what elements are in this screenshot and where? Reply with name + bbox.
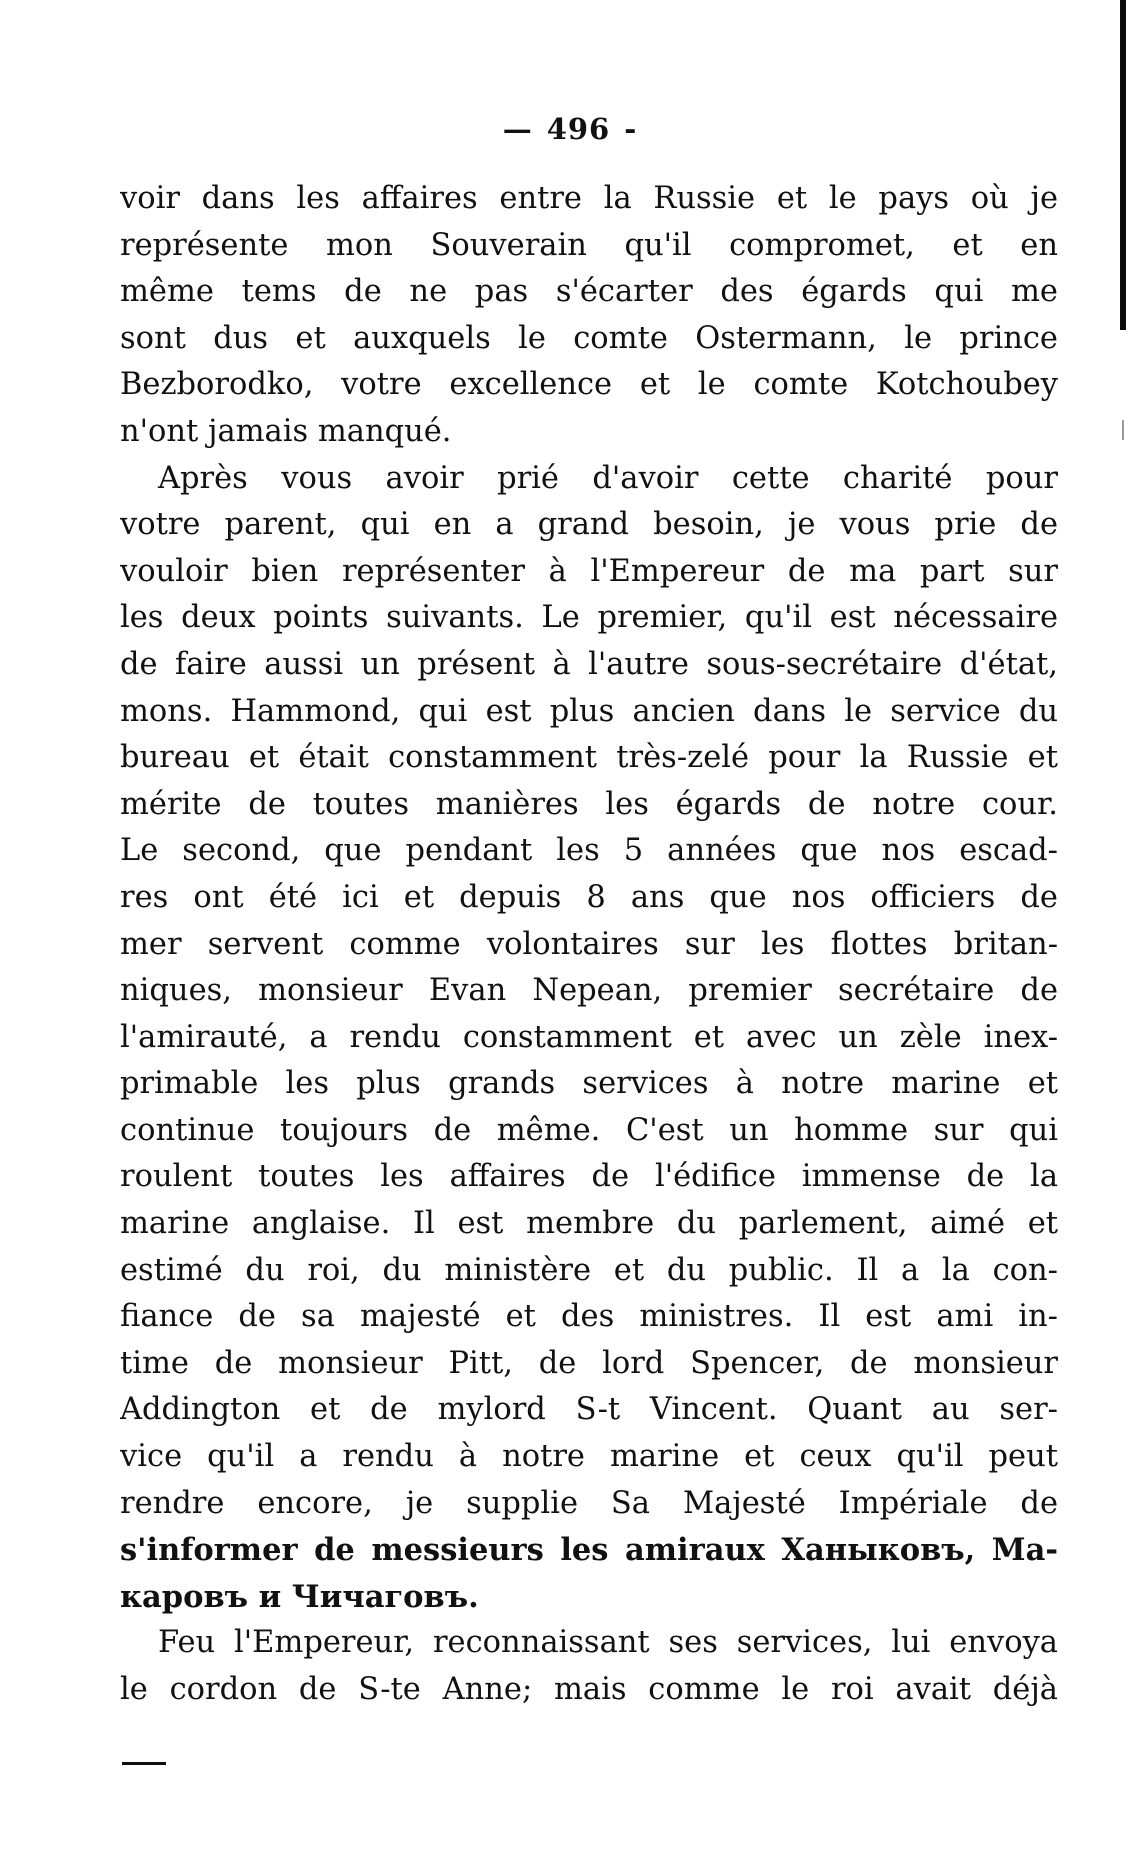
text-line: l'amirauté, a rendu constamment et avec un zèle inex-: [120, 1019, 1058, 1055]
text-line: каровъ и Чичаговъ.: [120, 1578, 479, 1615]
body-text: [120, 176, 1058, 1714]
text-line: représente mon Souverain qu'il compromet, et en: [120, 227, 1058, 263]
text-line: même tems de ne pas s'écarter des égards qui me: [120, 274, 1058, 310]
scan-edge-bar: [1120, 0, 1126, 330]
text-line: Après vous avoir prié d'avoir cette charité pour: [158, 460, 1058, 496]
text-line: n'ont jamais manqué.: [120, 413, 452, 449]
scan-edge-tick: [1122, 420, 1124, 440]
text-line: rendre encore, je supplie Sa Majesté Impériale de: [120, 1485, 1058, 1521]
text-line: fiance de sa majesté et des ministres. Il est ami in-: [120, 1299, 1058, 1335]
text-line: niques, monsieur Evan Nepean, premier secrétaire de: [120, 973, 1058, 1009]
text-line: Feu l'Empereur, reconnaissant ses services, lui envoya: [158, 1625, 1058, 1661]
page-number-dash-right: -: [624, 112, 638, 146]
text-line: time de monsieur Pitt, de lord Spencer, de monsieur: [120, 1345, 1058, 1381]
text-line: roulent toutes les affaires de l'édifice immense de la: [120, 1159, 1058, 1195]
text-line: Bezborodko, votre excellence et le comte Kotchoubey: [120, 367, 1058, 403]
text-line: continue toujours de même. C'est un homme sur qui: [120, 1112, 1058, 1148]
text-line: marine anglaise. Il est membre du parlement, aimé et: [120, 1206, 1058, 1242]
text-line: estimé du roi, du ministère et du public. Il a la con-: [120, 1252, 1058, 1288]
text-line: mérite de toutes manières les égards de notre cour.: [120, 786, 1058, 822]
text-line: vice qu'il a rendu à notre marine et ceux qu'il peut: [120, 1439, 1058, 1475]
text-line: Addington et de mylord S-t Vincent. Quant au ser-: [120, 1392, 1058, 1428]
text-line: vouloir bien représenter à l'Empereur de ma part sur: [120, 553, 1058, 589]
text-line: mer servent comme volontaires sur les flottes britan-: [120, 926, 1058, 962]
text-line: les deux points suivants. Le premier, qu'il est nécessaire: [120, 600, 1058, 636]
text-line: s'informer de messieurs les amiraux Ханыковъ, Ма-: [120, 1532, 1058, 1569]
text-line: le cordon de S-te Anne; mais comme le roi avait déjà: [120, 1672, 1058, 1707]
page-header: [0, 112, 1140, 146]
page-number-dash-left: —: [502, 112, 533, 146]
text-line: bureau et était constamment très-zelé pour la Russie et: [120, 740, 1058, 776]
text-line: res ont été ici et depuis 8 ans que nos officiers de: [120, 879, 1058, 915]
page-number: 496: [546, 112, 611, 146]
text-line: de faire aussi un présent à l'autre sous-secrétaire d'état,: [120, 646, 1058, 682]
footer-rule: [122, 1762, 166, 1765]
text-line: votre parent, qui en a grand besoin, je vous prie de: [120, 507, 1058, 543]
text-line: primable les plus grands services à notre marine et: [120, 1066, 1058, 1102]
text-line: voir dans les affaires entre la Russie et le pays où je: [120, 181, 1058, 216]
text-line: sont dus et auxquels le comte Ostermann, le prince: [120, 320, 1058, 356]
text-line: Le second, que pendant les 5 années que nos escad-: [120, 833, 1058, 869]
text-line: mons. Hammond, qui est plus ancien dans le service du: [120, 693, 1058, 729]
